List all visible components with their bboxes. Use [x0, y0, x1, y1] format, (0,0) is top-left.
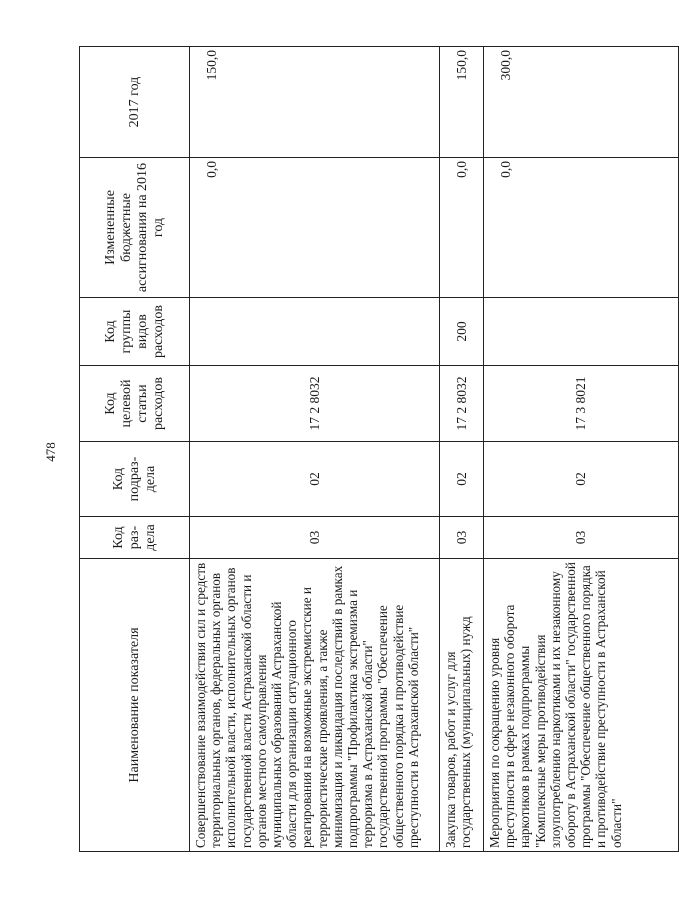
- row-target: 17 2 8032: [190, 366, 440, 442]
- row-subsection: 02: [190, 442, 440, 517]
- row-target: 17 3 8021: [484, 366, 679, 442]
- row-changed: 0,0: [190, 158, 440, 298]
- row-section: 03: [484, 517, 679, 559]
- row-target: 17 2 8032: [440, 366, 484, 442]
- row-subsection: 02: [440, 442, 484, 517]
- row-group: [484, 298, 679, 366]
- header-section: Код раз-дела: [80, 517, 190, 559]
- row-2017: 150,0: [190, 47, 440, 158]
- row-name: Совершенствование взаимодействия сил и средств территориальных органов, федеральных органов исполнительной власти, исполнительных органов государственной власти Астраханской области и органов местного самоуправления муниципальных образований Астраханской области для организации ситуационного реагирования на возможные экстремистские и террористические проявления, а также минимизация и ликвидация последствий в рамках подпрограммы "Профилактика экстремизма и терроризма в Астраханской области" государственной программы "Обеспечение общественного порядка и противодействие преступности в Астраханской области": [190, 559, 440, 852]
- budget-table-wrapper: [79, 47, 624, 852]
- header-subsection: Код подраз-дела: [80, 442, 190, 517]
- row-section: 03: [440, 517, 484, 559]
- budget-table: [79, 46, 679, 852]
- header-target: Код целевой статьи расходов: [80, 366, 190, 442]
- row-changed: 0,0: [484, 158, 679, 298]
- row-group: [190, 298, 440, 366]
- header-changed: Измененные бюджетные ассигнования на 2016 год: [80, 158, 190, 298]
- table-row: [190, 47, 440, 852]
- header-group: Код группы видов расходов: [80, 298, 190, 366]
- header-2017: 2017 год: [80, 47, 190, 158]
- table-row: [484, 47, 679, 852]
- table-row: [440, 47, 484, 852]
- row-subsection: 02: [484, 442, 679, 517]
- table-header-row: [80, 47, 190, 852]
- row-group: 200: [440, 298, 484, 366]
- header-name: Наименование показателя: [80, 559, 190, 852]
- row-changed: 0,0: [440, 158, 484, 298]
- row-name: Закупка товаров, работ и услуг для государственных (муниципальных) нужд: [440, 559, 484, 852]
- rotated-table-container: [79, 47, 624, 852]
- page-number: 478: [43, 442, 58, 462]
- row-name: Мероприятия по сокращению уровня преступности в сфере незаконного оборота наркотиков в рамках подпрограммы "Комплексные меры противодействия злоупотреблению наркотиками и их незаконному обороту в Астраханской области" государственной программы "Обеспечение общественного порядка и противодействие преступности в Астраханской области": [484, 559, 679, 852]
- row-section: 03: [190, 517, 440, 559]
- row-2017: 300,0: [484, 47, 679, 158]
- row-2017: 150,0: [440, 47, 484, 158]
